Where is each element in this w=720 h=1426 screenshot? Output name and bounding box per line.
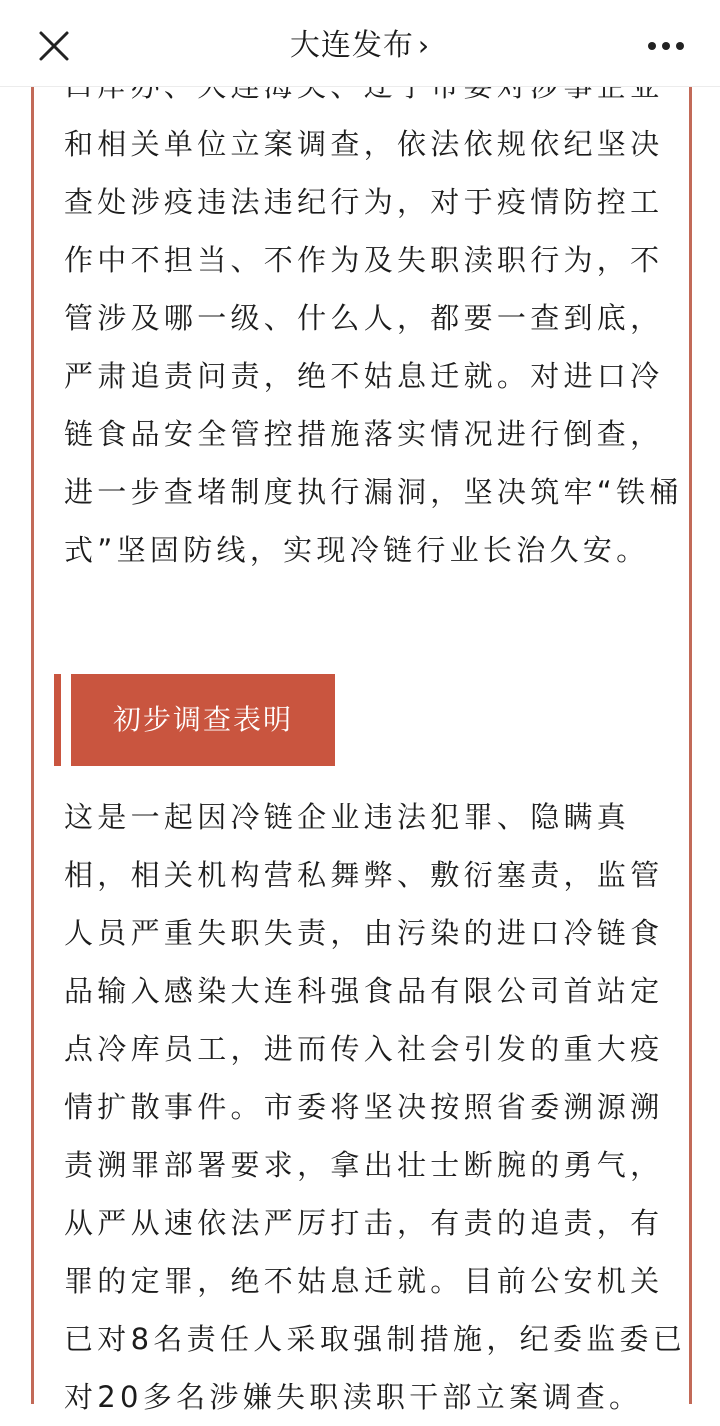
text-line: 进一步查堵制度执行漏洞，坚决筑牢“铁桶 xyxy=(64,475,683,509)
section-heading: 初步调查表明 xyxy=(71,674,335,766)
text-line: 式”坚固防线，实现冷链行业长治久安。 xyxy=(64,533,650,567)
text-line: 从严从速依法严厉打击，有责的追责，有 xyxy=(64,1206,664,1240)
text-line: 相，相关机构营私舞弊、敷衍塞责，监管 xyxy=(64,858,664,892)
text-line: 和相关单位立案调查，依法依规依纪坚决 xyxy=(64,127,664,161)
text-line: 管涉及哪一级、什么人，都要一查到底， xyxy=(64,301,664,335)
text-line: 点冷库员工，进而传入社会引发的重大疫 xyxy=(64,1032,664,1066)
chevron-right-icon: › xyxy=(417,29,431,62)
text-line: 责溯罪部署要求，拿出壮士断腕的勇气， xyxy=(64,1148,664,1182)
more-options-button[interactable] xyxy=(646,34,686,58)
text-line: 品输入感染大连科强食品有限公司首站定 xyxy=(64,974,664,1008)
article-paragraph-1 xyxy=(64,57,683,579)
text-line: 查处涉疫违法违纪行为，对于疫情防控工 xyxy=(64,185,664,219)
text-line: 已对8名责任人采取强制措施，纪委监委已 xyxy=(64,1322,687,1356)
text-line: 情扩散事件。市委将坚决按照省委溯源溯 xyxy=(64,1090,664,1124)
text-line: 罪的定罪，绝不姑息迁就。目前公安机关 xyxy=(64,1264,664,1298)
text-line: 严肃追责问责，绝不姑息迁就。对进口冷 xyxy=(64,359,664,393)
section-heading-accent-bar xyxy=(54,674,61,766)
text-line: 这是一起因冷链企业违法犯罪、隐瞒真 xyxy=(64,800,631,834)
text-line: 人员严重失职失责，由污染的进口冷链食 xyxy=(64,916,664,950)
more-icon xyxy=(646,34,686,58)
account-title-link[interactable] xyxy=(0,24,720,68)
text-line: 对20多名涉嫌失职渎职干部立案调查。 xyxy=(64,1380,643,1414)
article-paragraph-2 xyxy=(64,788,687,1426)
account-title: 大连发布 xyxy=(289,28,414,63)
top-nav-bar xyxy=(0,0,720,87)
text-line: 作中不担当、不作为及失职渎职行为，不 xyxy=(64,243,664,277)
text-line: 链食品安全管控措施落实情况进行倒查， xyxy=(64,417,664,451)
